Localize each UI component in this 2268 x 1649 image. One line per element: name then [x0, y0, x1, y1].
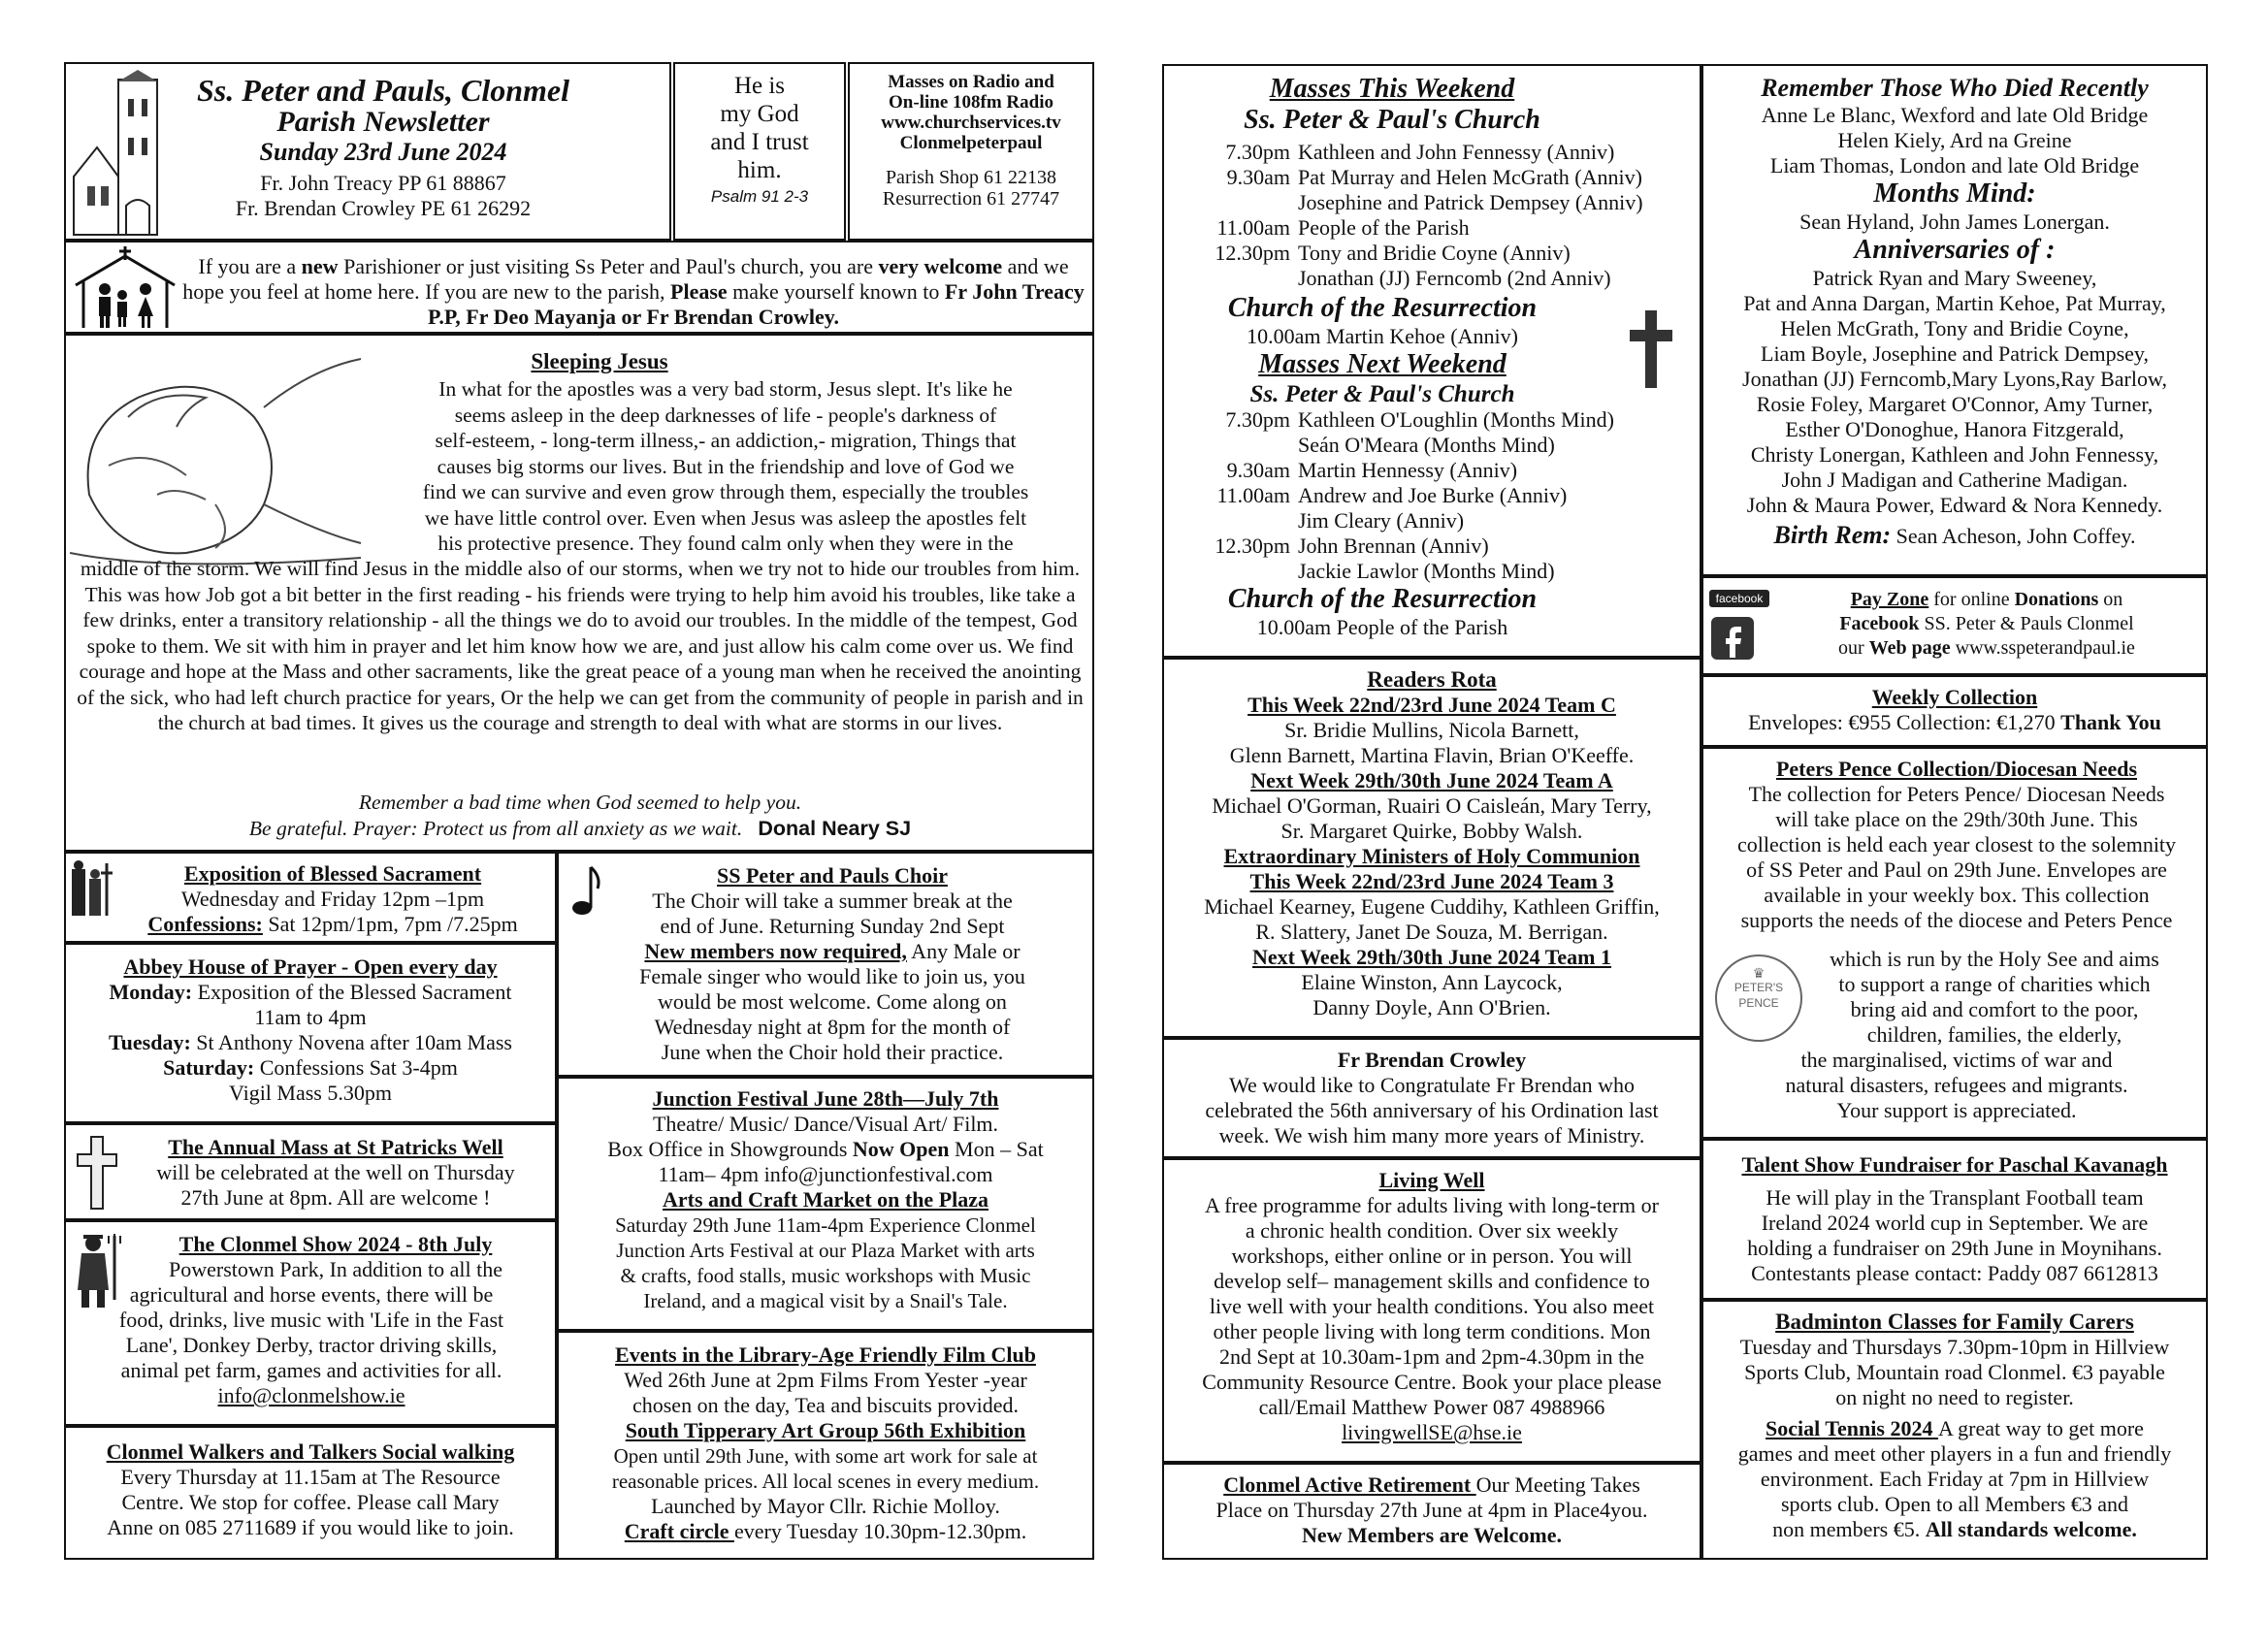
sleeping-jesus-illustration — [70, 349, 371, 572]
all-standards-welcome: All standards welcome. — [1925, 1517, 2137, 1541]
mass-time: 11.00am — [1216, 215, 1290, 240]
mass-intention: People of the Parish — [1298, 215, 1470, 240]
mass-time: 11.00am — [1216, 483, 1290, 507]
psalm-line: my God — [720, 101, 799, 127]
months-mind-names: Sean Hyland, John James Lonergan. — [1799, 210, 2110, 234]
living-well-title: Living Well — [1378, 1168, 1485, 1192]
tuesday-text: St Anthony Novena after 10am Mass — [190, 1030, 512, 1054]
patricks-well-box — [64, 1123, 557, 1220]
active-line: Place on Thursday 27th June at 4pm in Place4you. — [1215, 1498, 1648, 1522]
mass-intention: Andrew and Joe Burke (Anniv) — [1298, 483, 1568, 507]
article-line: causes big storms our lives. But in the friendship and love of God we — [437, 454, 1015, 478]
peters-pence-title: Peters Pence Collection/Diocesan Needs — [1775, 757, 2138, 781]
birth-rem-names: Sean Acheson, John Coffey. — [1891, 524, 2136, 548]
peters-line: Your support is appreciated. — [1836, 1098, 2077, 1122]
craft-circle-label: Craft circle — [624, 1519, 734, 1543]
anniversary-names: Pat and Anna Dargan, Martin Kehoe, Pat Murray, — [1743, 291, 2166, 315]
junction-line: Box Office in Showgrounds — [607, 1137, 853, 1161]
mass-time: 7.30pm — [1225, 140, 1290, 164]
psalm-box — [673, 62, 846, 241]
peters-line: collection is held each year closest to the solemnity — [1736, 832, 2177, 857]
junction-line: Ireland, and a magical visit by a Snail's Tale. — [643, 1289, 1008, 1312]
exposition-box — [64, 852, 557, 943]
welcome-box — [64, 241, 1094, 334]
monday-text: Exposition of the Blessed Sacrament — [192, 980, 512, 1004]
talent-line: Ireland 2024 world cup in September. We are — [1761, 1211, 2149, 1235]
peters-line: the marginalised, victims of war and — [1800, 1048, 2113, 1072]
library-line: chosen on the day, Tea and biscuits provided. — [632, 1393, 1020, 1417]
resurrection-title: Church of the Resurrection — [1227, 293, 1538, 323]
cross-icon — [1628, 308, 1674, 390]
well-line: will be celebrated at the well on Thursday — [156, 1160, 515, 1184]
badminton-line: Sports Club, Mountain road Clonmel. €3 payable — [1744, 1360, 2165, 1384]
talent-show-box — [1701, 1139, 2208, 1300]
badminton-line: non members €5. — [1772, 1517, 1926, 1541]
junction-line: Theatre/ Music/ Dance/Visual Art/ Film. — [652, 1112, 999, 1136]
peters-line: to support a range of charities which — [1838, 972, 2151, 996]
crown-icon: ♛ — [1752, 965, 1766, 981]
weekly-collection-box — [1701, 675, 2208, 747]
show-line: food, drinks, live music with 'Life in the Fast — [118, 1308, 504, 1332]
mass-list — [1178, 140, 1698, 291]
mass-time — [1178, 508, 1298, 534]
mass-row — [1178, 458, 1698, 483]
mass-time: 9.30am — [1226, 458, 1290, 482]
mass-intention: Pat Murray and Helen McGrath (Anniv) — [1298, 165, 1642, 189]
mass-time: 12.30pm — [1215, 241, 1290, 265]
prayer-quote: Be grateful. Prayer: Protect us from all anxiety as we wait. — [248, 816, 743, 840]
mass-intention: Martin Hennessy (Anniv) — [1298, 458, 1518, 482]
masses-next-weekend-title: Masses Next Weekend — [1258, 349, 1507, 379]
living-line: a chronic health condition. Over six weekly — [1245, 1218, 1619, 1243]
anniversary-names: Jonathan (JJ) Ferncomb,Mary Lyons,Ray Barlow, — [1742, 367, 2167, 391]
well-line: 27th June at 8pm. All are welcome ! — [180, 1185, 491, 1210]
mass-time: 12.30pm — [1215, 534, 1290, 558]
remember-name: Helen Kiely, Ard na Greine — [1837, 128, 2072, 152]
library-events-box — [557, 1331, 1094, 1560]
mass-intention: John Brennan (Anniv) — [1298, 534, 1489, 558]
badminton-title: Badminton Classes for Family Carers — [1775, 1310, 2134, 1334]
living-line: A free programme for adults living with long-term or — [1205, 1193, 1659, 1217]
crowley-title: Fr Brendan Crowley — [1337, 1048, 1527, 1072]
library-line: every Tuesday 10.30pm-12.30pm. — [733, 1519, 1027, 1543]
payzone-text: our — [1838, 637, 1869, 659]
collection-title: Weekly Collection — [1871, 685, 2038, 709]
ministers-names: R. Slattery, Janet De Souza, M. Berrigan. — [1255, 920, 1608, 944]
reflection-quote: Remember a bad time when God seemed to help you. — [358, 791, 802, 814]
psalm-line: and I trust — [710, 129, 809, 155]
living-email-link[interactable]: livingwellSE@hse.ie — [1342, 1420, 1522, 1444]
walkers-line: Anne on 085 2711689 if you would like to join. — [107, 1515, 514, 1539]
anniversary-names: Esther O'Donoghue, Hanora Fitzgerald, — [1785, 417, 2124, 441]
monday-label: Monday: — [109, 980, 193, 1004]
mass-intention: Jim Cleary (Anniv) — [1298, 508, 1465, 533]
peters-line: The collection for Peters Pence/ Diocesan Needs — [1748, 782, 2165, 806]
mass-row — [1178, 534, 1698, 559]
mass-row — [1178, 215, 1698, 241]
payzone-text: SS. Peter & Pauls Clonmel — [1919, 613, 2134, 634]
mass-row — [1178, 483, 1698, 508]
badminton-line: sports club. Open to all Members €3 and — [1780, 1492, 2129, 1516]
mass-intention: Tony and Bridie Coyne (Anniv) — [1298, 241, 1571, 265]
radio-website: www.churchservices.tv — [881, 113, 1061, 133]
remember-title: Remember Those Who Died Recently — [1761, 74, 2149, 102]
badminton-line: environment. Each Friday at 7pm in Hillview — [1760, 1467, 2150, 1491]
peters-line: natural disasters, refugees and migrants. — [1785, 1073, 2128, 1097]
payzone-website: www.sspeterandpaul.ie — [1950, 637, 2135, 659]
saturday-text: Confessions Sat 3-4pm — [254, 1055, 458, 1080]
choir-line: Any Male or — [906, 939, 1021, 963]
talent-line: holding a fundraiser on 29th June in Moynihans. — [1747, 1236, 2162, 1260]
sleeping-jesus-box — [64, 334, 1094, 852]
ministers-heading: Extraordinary Ministers of Holy Communion — [1223, 844, 1640, 868]
choir-box — [557, 852, 1094, 1077]
anniversary-names: John J Madigan and Catherine Madigan. — [1781, 468, 2128, 492]
mass-row — [1178, 266, 1698, 291]
show-line: animal pet farm, games and activities for all. — [120, 1358, 502, 1382]
radio-line: Masses on Radio and — [888, 72, 1054, 92]
active-line: Our Meeting Takes — [1475, 1472, 1640, 1497]
readers-names: Michael O'Gorman, Ruairi O Caisleán, Mary Terry, — [1212, 793, 1652, 818]
active-retirement-title: Clonmel Active Retirement — [1223, 1472, 1476, 1497]
readers-week-heading: Next Week 29th/30th June 2024 Team A — [1250, 768, 1613, 792]
mass-row — [1178, 433, 1698, 458]
payzone-box — [1701, 576, 2208, 675]
collection-thanks: Thank You — [2060, 710, 2161, 734]
living-line: call/Email Matthew Power 087 4988966 — [1258, 1395, 1605, 1419]
readers-names: Sr. Margaret Quirke, Bobby Walsh. — [1280, 819, 1583, 843]
abbey-title: Abbey House of Prayer - Open every day — [123, 954, 498, 979]
talent-show-title: Talent Show Fundraiser for Paschal Kavanagh — [1741, 1152, 2168, 1177]
welcome-text: Parishioner or just visiting Ss Peter and Paul's church, you are — [338, 254, 879, 278]
facebook-badge: facebook — [1709, 590, 1769, 607]
family-church-icon — [72, 246, 178, 330]
article-line: his protective presence. They found calm only when they were in the — [437, 532, 1014, 555]
show-title: The Clonmel Show 2024 - 8th July — [178, 1232, 493, 1256]
ministers-names: Elaine Winston, Ann Laycock, — [1301, 970, 1563, 994]
payzone-donations: Donations — [2014, 589, 2099, 610]
junction-line: Junction Arts Festival at our Plaza Market with arts — [616, 1239, 1035, 1262]
mass-row — [1178, 165, 1698, 190]
living-line: other people living with long term conditions. Mon — [1213, 1319, 1651, 1343]
resurrection-mass: 10.00am Martin Kehoe (Anniv) — [1247, 324, 1518, 348]
anniversary-names: John & Maura Power, Edward & Nora Kennedy. — [1746, 493, 2163, 517]
anniversary-names: Christy Lonergan, Kathleen and John Fennessy, — [1750, 442, 2159, 467]
choir-line: Female singer who would like to join us, you — [639, 964, 1025, 988]
welcome-very-welcome: very welcome — [878, 254, 1003, 278]
months-mind-title: Months Mind: — [1873, 178, 2036, 209]
remember-box — [1701, 64, 2208, 576]
mass-intention: Jackie Lawlor (Months Mind) — [1298, 559, 1555, 583]
resurrection-next-title: Church of the Resurrection — [1227, 584, 1538, 614]
walkers-title: Clonmel Walkers and Talkers Social walking — [106, 1439, 515, 1464]
living-line: Community Resource Centre. Book your place please — [1202, 1370, 1662, 1394]
readers-names: Glenn Barnett, Martina Flavin, Brian O'Keeffe. — [1229, 743, 1635, 767]
anniversary-names: Rosie Foley, Margaret O'Connor, Amy Turner, — [1756, 392, 2154, 416]
living-line: 2nd Sept at 10.30am-1pm and 2pm-4.30pm in the — [1218, 1344, 1645, 1369]
badminton-line: Tuesday and Thursdays 7.30pm-10pm in Hillview — [1739, 1335, 2170, 1359]
birth-rem-label: Birth Rem: — [1773, 521, 1892, 549]
choir-line: The Choir will take a summer break at the — [652, 889, 1013, 913]
remember-names-list — [1703, 103, 2206, 178]
mass-intention: Josephine and Patrick Dempsey (Anniv) — [1298, 190, 1643, 214]
article-line: In what for the apostles was a very bad storm, Jesus slept. It's like he — [438, 377, 1013, 401]
remember-name: Liam Thomas, London and late Old Bridge — [1769, 153, 2140, 178]
psalm-line: He is — [733, 73, 786, 99]
peters-pence-box — [1701, 747, 2208, 1139]
praying-figures-icon — [70, 859, 114, 918]
anniversaries-list — [1703, 266, 2206, 518]
exposition-times: Wednesday and Friday 12pm –1pm — [180, 887, 485, 911]
crowley-line: We would like to Congratulate Fr Brendan who — [1229, 1073, 1635, 1097]
mass-time — [1178, 559, 1298, 584]
mass-row — [1178, 140, 1698, 165]
library-line: Wed 26th June at 2pm Films From Yester -year — [624, 1368, 1027, 1392]
peters-line: of SS Peter and Paul on 29th June. Envelopes are — [1746, 857, 2167, 882]
payzone-web-page: Web page — [1868, 637, 1951, 659]
anniversaries-title: Anniversaries of : — [1854, 235, 2056, 265]
peters-line: which is run by the Holy See and aims — [1830, 947, 2159, 971]
article-line: self-esteem, - long-term illness,- an addiction,- migration, Things that — [435, 429, 1017, 452]
junction-line: Saturday 29th June 11am-4pm Experience Clonmel — [615, 1213, 1036, 1237]
sleeping-jesus-title: Sleeping Jesus — [531, 349, 668, 373]
parish-shop-phone: Parish Shop 61 22138 — [885, 167, 1057, 188]
mass-time: 7.30pm — [1225, 407, 1290, 432]
radio-channel: Clonmelpeterpaul — [899, 133, 1043, 153]
peters-pence-logo — [1715, 954, 1802, 1042]
radio-box — [848, 62, 1094, 241]
next-church-title: Ss. Peter & Paul's Church — [1249, 381, 1515, 407]
vigil-mass: Vigil Mass 5.30pm — [229, 1081, 392, 1105]
masses-box — [1162, 64, 1701, 658]
peters-line: available in your weekly box. This collection — [1764, 883, 2150, 907]
readers-rota-title: Readers Rota — [1367, 667, 1497, 692]
anniversary-names: Patrick Ryan and Mary Sweeney, — [1812, 266, 2097, 290]
library-line: reasonable prices. All local scenes in every medium. — [611, 1470, 1040, 1493]
walkers-line: Centre. We stop for coffee. Please call Mary — [121, 1490, 500, 1514]
resurrection-next-mass: 10.00am People of the Parish — [1256, 615, 1508, 639]
psalm-reference: Psalm 91 2-3 — [710, 187, 809, 206]
mass-time — [1178, 266, 1298, 291]
abbey-house-box — [64, 943, 557, 1123]
parish-priest: Fr. John Treacy PP 61 88867 — [260, 171, 506, 195]
next-mass-list — [1178, 407, 1698, 584]
church-tower-icon — [70, 70, 177, 237]
junction-line: 11am– 4pm info@junctionfestival.com — [658, 1162, 993, 1186]
active-welcome: New Members are Welcome. — [1302, 1523, 1562, 1547]
mass-row — [1178, 407, 1698, 433]
art-exhibition-title: South Tipperary Art Group 56th Exhibition — [625, 1418, 1026, 1442]
peters-line: bring aid and comfort to the poor, — [1850, 997, 2139, 1021]
anniversary-names: Helen McGrath, Tony and Bridie Coyne, — [1780, 316, 2129, 340]
priest-emeritus: Fr. Brendan Crowley PE 61 26292 — [235, 196, 532, 220]
junction-now-open: Now Open — [852, 1137, 950, 1161]
junction-festival-box — [557, 1077, 1094, 1331]
crowley-line: week. We wish him many more years of Ministry. — [1218, 1123, 1645, 1148]
welcome-priest-names: Fr John Treacy P.P, Fr Deo Mayanja or Fr Brendan Crowley. — [427, 279, 1085, 329]
masses-church-title: Ss. Peter & Paul's Church — [1244, 105, 1540, 135]
crowley-line: celebrated the 56th anniversary of his Ordination last — [1205, 1098, 1659, 1122]
talent-line: He will play in the Transplant Football team — [1766, 1185, 2144, 1210]
badminton-line: A great way to get more — [1937, 1416, 2144, 1440]
cross-icon — [76, 1135, 118, 1211]
parish-title: Ss. Peter and Pauls, Clonmel — [196, 73, 570, 108]
active-retirement-box — [1162, 1463, 1701, 1560]
peters-line: will take place on the 29th/30th June. This — [1775, 807, 2138, 831]
article-author: Donal Neary SJ — [758, 816, 912, 840]
readers-names: Sr. Bridie Mullins, Nicola Barnett, — [1284, 718, 1579, 742]
living-well-box — [1162, 1158, 1701, 1463]
welcome-text: make yourself known to — [727, 279, 945, 304]
remember-name: Anne Le Blanc, Wexford and late Old Bridge — [1761, 103, 2149, 127]
craft-market-title: Arts and Craft Market on the Plaza — [662, 1187, 989, 1212]
show-email-link[interactable]: info@clonmelshow.ie — [217, 1383, 405, 1407]
badminton-box — [1701, 1300, 2208, 1560]
show-line: Lane', Donkey Derby, tractor driving skills, — [125, 1333, 498, 1357]
mass-intention: Kathleen and John Fennessy (Anniv) — [1298, 140, 1615, 164]
choir-line: Wednesday night at 8pm for the month of — [654, 1015, 1011, 1039]
payzone-text: on — [2098, 589, 2123, 610]
welcome-text: If you are a — [198, 254, 302, 278]
choir-title: SS Peter and Pauls Choir — [717, 863, 948, 888]
article-line: find we can survive and even grow through them, especially the troubles — [422, 480, 1029, 503]
ministers-names: Danny Doyle, Ann O'Brien. — [1312, 995, 1551, 1019]
mass-time — [1178, 190, 1298, 215]
payzone-link[interactable]: Pay Zone — [1850, 589, 1929, 610]
newsletter-date: Sunday 23rd June 2024 — [259, 138, 507, 166]
walkers-box — [64, 1426, 557, 1560]
anniversary-names: Liam Boyle, Josephine and Patrick Dempsey, — [1761, 341, 2149, 366]
choir-line: June when the Choir hold their practice. — [661, 1040, 1004, 1064]
mass-intention: Seán O'Meara (Months Mind) — [1298, 433, 1555, 457]
facebook-icon[interactable] — [1711, 617, 1754, 660]
social-tennis-title: Social Tennis 2024 — [1766, 1416, 1938, 1440]
mass-time: 9.30am — [1226, 165, 1290, 189]
mass-row — [1178, 241, 1698, 266]
choir-new-members: New members now required, — [644, 939, 907, 963]
resurrection-phone: Resurrection 61 27747 — [882, 188, 1060, 210]
crowley-box — [1162, 1038, 1701, 1158]
junction-line: & crafts, food stalls, music workshops with Music — [620, 1264, 1031, 1287]
living-line: live well with your health conditions. You also meet — [1209, 1294, 1655, 1318]
junction-title: Junction Festival June 28th—July 7th — [652, 1086, 999, 1111]
radio-line: On-line 108fm Radio — [889, 92, 1053, 113]
junction-line: Mon – Sat — [949, 1137, 1044, 1161]
masses-this-weekend-title: Masses This Weekend — [1269, 74, 1515, 104]
peters-logo-text: PETER'S — [1733, 981, 1784, 994]
ministers-names: Michael Kearney, Eugene Cuddihy, Kathleen Griffin, — [1204, 894, 1660, 919]
walkers-line: Every Thursday at 11.15am at The Resource — [120, 1465, 501, 1489]
choir-line: end of June. Returning Sunday 2nd Sept — [660, 914, 1005, 938]
living-line: workshops, either online or in person. You will — [1231, 1244, 1633, 1268]
show-line: Powerstown Park, In addition to all the — [168, 1257, 502, 1281]
mass-row — [1178, 190, 1698, 215]
tuesday-label: Tuesday: — [109, 1030, 191, 1054]
mass-row — [1178, 508, 1698, 534]
library-line: Open until 29th June, with some art work for sale at — [613, 1444, 1038, 1468]
peters-line: supports the needs of the diocese and Peters Pence — [1740, 908, 2173, 932]
readers-rota-box — [1162, 658, 1701, 1038]
badminton-line: games and meet other players in a fun and friendly — [1737, 1441, 2172, 1466]
talent-line: Contestants please contact: Paddy 087 6612813 — [1751, 1261, 2158, 1285]
welcome-please: Please — [670, 279, 728, 304]
clonmel-show-box — [64, 1220, 557, 1426]
article-line: seems asleep in the deep darknesses of life - people's darkness of — [454, 403, 997, 427]
confessions-label: Confessions: — [147, 912, 263, 936]
header-box — [64, 62, 671, 241]
choir-line: would be most welcome. Come along on — [658, 989, 1007, 1014]
saturday-label: Saturday: — [163, 1055, 255, 1080]
article-line: we have little control over. Even when Jesus was asleep the apostles felt — [424, 505, 1027, 530]
ministers-week-heading: This Week 22nd/23rd June 2024 Team 3 — [1249, 869, 1614, 893]
well-title: The Annual Mass at St Patricks Well — [168, 1135, 503, 1159]
collection-amounts: Envelopes: €955 Collection: €1,270 — [1748, 710, 2061, 734]
article-body: middle of the storm. We will find Jesus in the middle also of our storms, when we try not to hide our troubles from him. This was how Job got a bit better in the first reading - his friends were trying to help him avoid his troubles, like take a few drinks, enter a transitory relationship - all the things we do to avoid our troubles. In the middle of the tempest, God spoke to them. We sit with him in prayer and let him know how we are, and just allow his calm come over us. We find courage and hope at the Mass and other sacraments, like the great peace of a young man when he received the anointing of the sick, who had left church practice for years, Or the help we can get from the community of people in parish and in the church at bad times. It gives us the courage and strength to deal with what are storms in our lives. — [77, 557, 1084, 734]
mass-row — [1178, 559, 1698, 584]
peters-line: children, families, the elderly, — [1866, 1022, 2122, 1047]
psalm-line: him. — [737, 157, 782, 183]
mass-intention: Kathleen O'Loughlin (Months Mind) — [1298, 407, 1614, 432]
readers-week-heading: This Week 22nd/23rd June 2024 Team C — [1247, 693, 1616, 717]
monday-hours: 11am to 4pm — [254, 1005, 367, 1029]
confessions-times: Sat 12pm/1pm, 7pm /7.25pm — [262, 912, 518, 936]
library-line: Launched by Mayor Cllr. Richie Molloy. — [651, 1494, 1000, 1518]
exposition-title: Exposition of Blessed Sacrament — [183, 861, 482, 886]
payzone-text: for online — [1928, 589, 2015, 610]
living-line: develop self– management skills and confidence to — [1214, 1269, 1650, 1293]
welcome-new: new — [301, 254, 339, 278]
payzone-facebook: Facebook — [1839, 613, 1920, 634]
peters-logo-text: PENCE — [1738, 996, 1779, 1010]
mass-time — [1178, 433, 1298, 458]
library-title: Events in the Library-Age Friendly Film Club — [615, 1342, 1036, 1367]
welcome-text: and we hope you feel at home here. If you are new to the parish, — [182, 254, 1069, 304]
show-line: agricultural and horse events, there will be — [129, 1282, 494, 1307]
newsletter-title: Parish Newsletter — [276, 106, 490, 138]
badminton-line: on night no need to register. — [1835, 1385, 2074, 1409]
mass-intention: Jonathan (JJ) Ferncomb (2nd Anniv) — [1298, 266, 1611, 290]
ministers-week-heading: Next Week 29th/30th June 2024 Team 1 — [1252, 945, 1611, 969]
